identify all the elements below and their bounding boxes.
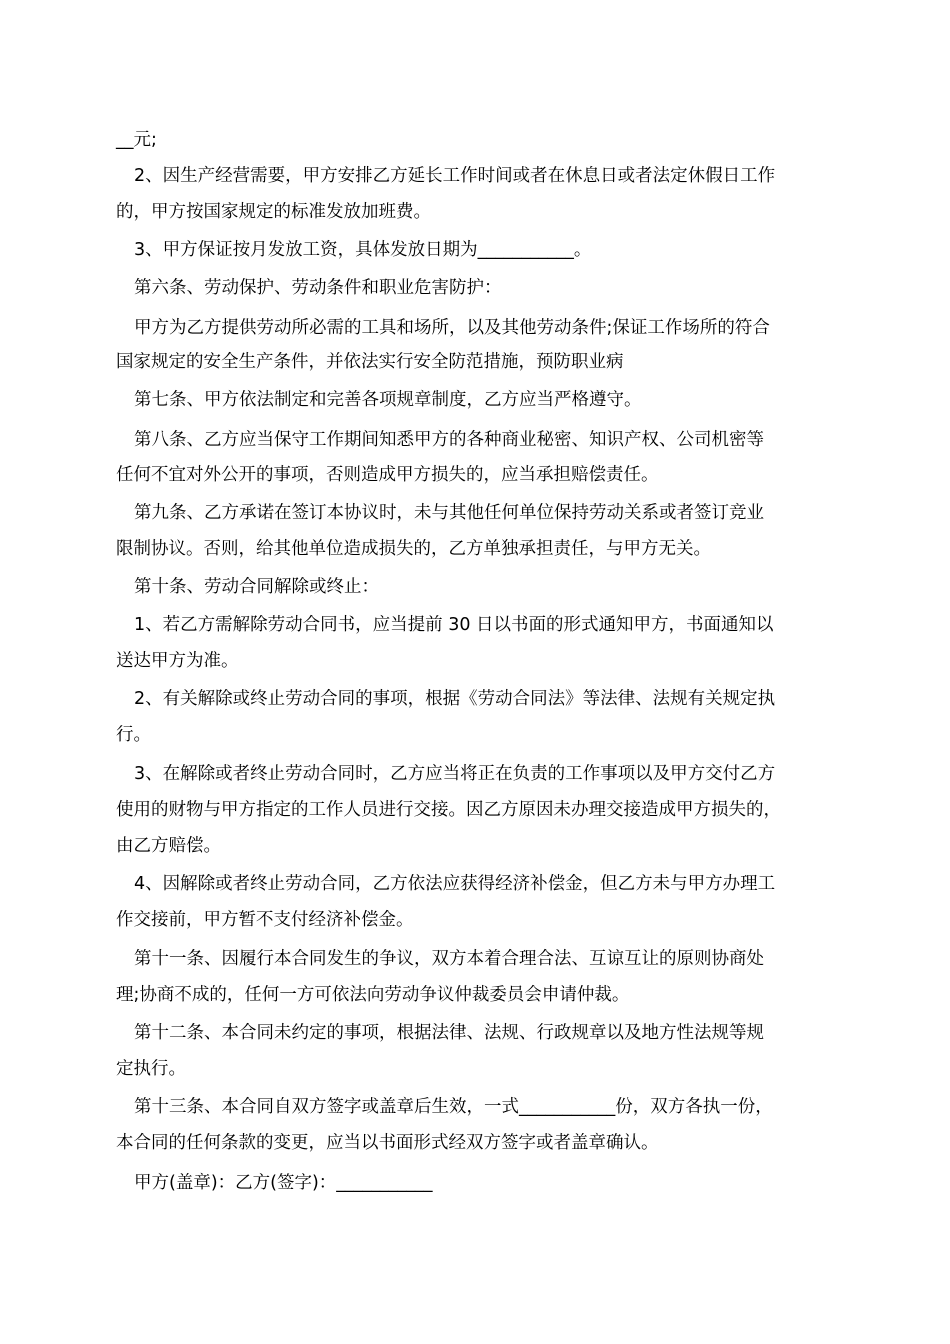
text-line: 行。 — [116, 725, 151, 745]
text-line: 作交接前，甲方暂不支付经济补偿金。 — [116, 910, 414, 930]
text-line: 1、若乙方需解除劳动合同书，应当提前 30 日以书面的形式通知甲方，书面通知以 — [134, 615, 774, 635]
text-line: 定执行。 — [116, 1059, 186, 1079]
section-heading: 第十条、劳动合同解除或终止： — [134, 577, 379, 597]
section-heading: 第十二条、本合同未约定的事项，根据法律、法规、行政规章以及地方性法规等规 — [134, 1023, 764, 1043]
text-line: 2、因生产经营需要，甲方安排乙方延长工作时间或者在休息日或者法定休假日工作 — [134, 166, 776, 186]
text-line: 4、因解除或者终止劳动合同，乙方依法应获得经济补偿金，但乙方未与甲方办理工 — [134, 874, 776, 894]
text-line: 2、有关解除或终止劳动合同的事项，根据《劳动合同法》等法律、法规有关规定执 — [134, 689, 776, 709]
text-line: __元; — [116, 130, 157, 150]
text-line: 理;协商不成的，任何一方可依法向劳动争议仲裁委员会申请仲裁。 — [116, 985, 630, 1005]
section-heading: 第七条、甲方依法制定和完善各项规章制度，乙方应当严格遵守。 — [134, 390, 642, 410]
section-heading: 第十一条、因履行本合同发生的争议，双方本着合理合法、互谅互让的原则协商处 — [134, 949, 764, 969]
section-heading: 第十三条、本合同自双方签字或盖章后生效，一式___________份，双方各执一份， — [134, 1097, 773, 1117]
text-line: 3、甲方保证按月发放工资，具体发放日期为___________。 — [134, 240, 592, 260]
text-line: 送达甲方为准。 — [116, 651, 239, 671]
text-line: 任何不宜对外公开的事项，否则造成甲方损失的，应当承担赔偿责任。 — [116, 465, 659, 485]
text-line: 3、在解除或者终止劳动合同时，乙方应当将正在负责的工作事项以及甲方交付乙方 — [134, 764, 776, 784]
text-line: 使用的财物与甲方指定的工作人员进行交接。因乙方原因未办理交接造成甲方损失的， — [116, 800, 781, 820]
section-heading: 第八条、乙方应当保守工作期间知悉甲方的各种商业秘密、知识产权、公司机密等 — [134, 430, 764, 450]
signature-line: 甲方(盖章)：乙方(签字)：___________ — [134, 1173, 433, 1193]
text-line: 国家规定的安全生产条件，并依法实行安全防范措施，预防职业病 — [116, 352, 624, 372]
text-line: 甲方为乙方提供劳动所必需的工具和场所，以及其他劳动条件;保证工作场所的符合 — [134, 318, 770, 338]
text-line: 由乙方赔偿。 — [116, 836, 221, 856]
section-heading: 第六条、劳动保护、劳动条件和职业危害防护： — [134, 278, 502, 298]
section-heading: 第九条、乙方承诺在签订本协议时，未与其他任何单位保持劳动关系或者签订竞业 — [134, 503, 764, 523]
text-line: 的，甲方按国家规定的标准发放加班费。 — [116, 202, 431, 222]
text-line: 本合同的任何条款的变更，应当以书面形式经双方签字或者盖章确认。 — [116, 1133, 659, 1153]
text-line: 限制协议。否则，给其他单位造成损失的，乙方单独承担责任，与甲方无关。 — [116, 539, 711, 559]
